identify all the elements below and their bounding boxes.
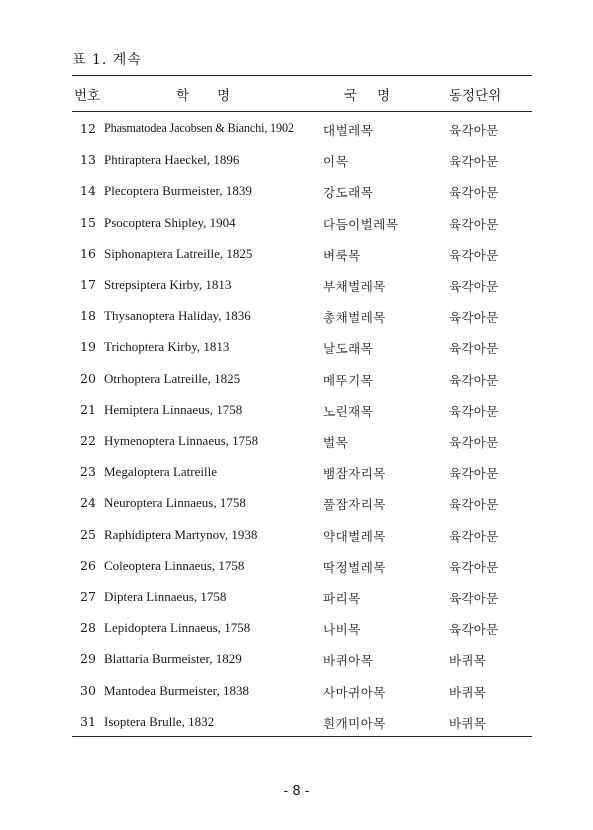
row-number: 12 xyxy=(80,121,96,136)
row-scientific-name: Trichoptera Kirby, 1813 xyxy=(104,339,230,355)
row-identification-unit: 육각아문 xyxy=(449,279,499,294)
table-row xyxy=(0,518,593,549)
row-identification-unit: 육각아문 xyxy=(449,591,499,606)
table-row xyxy=(0,705,593,736)
row-identification-unit: 육각아문 xyxy=(449,310,499,326)
table-row xyxy=(0,299,593,330)
row-korean-name: 흰개미아목 xyxy=(323,715,386,731)
row-korean-name: 약대벌레목 xyxy=(323,528,386,544)
row-korean-name: 바퀴아목 xyxy=(323,653,374,669)
table-row xyxy=(0,174,593,205)
row-identification-unit: 육각아문 xyxy=(449,559,499,575)
row-number: 23 xyxy=(80,464,96,480)
page-number: - 8 - xyxy=(283,784,310,799)
row-identification-unit: 육각아문 xyxy=(449,154,499,170)
row-scientific-name: Blattaria Burmeister, 1829 xyxy=(104,651,242,667)
row-identification-unit: 육각아문 xyxy=(449,403,499,419)
row-number: 30 xyxy=(80,682,96,698)
row-number: 19 xyxy=(80,339,96,355)
table-row xyxy=(0,674,593,705)
row-korean-name: 딱정벌레목 xyxy=(323,559,386,575)
table-row xyxy=(0,362,593,393)
table-row xyxy=(0,424,593,455)
row-korean-name: 사마귀아목 xyxy=(323,684,386,700)
row-korean-name: 부채벌레목 xyxy=(323,279,386,294)
row-scientific-name: Mantodea Burmeister, 1838 xyxy=(104,682,249,698)
row-korean-name: 노린재목 xyxy=(323,403,374,419)
table-bottom-rule xyxy=(72,736,532,737)
row-number: 31 xyxy=(80,713,96,729)
row-identification-unit: 육각아문 xyxy=(449,216,499,232)
row-korean-name: 메뚜기목 xyxy=(323,372,374,388)
row-number: 16 xyxy=(80,245,96,261)
row-scientific-name: Hymenoptera Linnaeus, 1758 xyxy=(104,433,259,448)
row-identification-unit: 육각아문 xyxy=(449,622,499,638)
row-korean-name: 날도래목 xyxy=(323,341,374,357)
table-row xyxy=(0,393,593,424)
row-number: 20 xyxy=(80,370,96,386)
table-row xyxy=(0,580,593,611)
row-korean-name: 뱀잠자리목 xyxy=(323,466,386,482)
row-identification-unit: 바퀴목 xyxy=(449,684,487,700)
row-scientific-name: Coleoptera Linnaeus, 1758 xyxy=(104,557,245,573)
row-number: 25 xyxy=(80,526,96,542)
row-scientific-name: Siphonaptera Latreille, 1825 xyxy=(104,245,253,261)
row-korean-name: 다듬이벌레목 xyxy=(323,216,399,232)
table-row xyxy=(0,112,593,143)
row-identification-unit: 바퀴목 xyxy=(449,653,487,669)
row-identification-unit: 육각아문 xyxy=(449,185,499,201)
row-korean-name: 총채벌레목 xyxy=(323,310,386,326)
row-number: 22 xyxy=(80,433,96,448)
row-number: 28 xyxy=(80,620,96,636)
table-caption: 표 1. 계속 xyxy=(72,52,142,68)
row-number: 21 xyxy=(80,401,96,417)
row-number: 27 xyxy=(80,589,96,604)
table-row xyxy=(0,486,593,517)
row-scientific-name: Lepidoptera Linnaeus, 1758 xyxy=(104,620,251,636)
row-korean-name: 이목 xyxy=(323,154,349,170)
header-korean-name: 국명 xyxy=(344,88,411,104)
row-scientific-name: Phtiraptera Haeckel, 1896 xyxy=(104,152,240,168)
row-scientific-name: Plecoptera Burmeister, 1839 xyxy=(104,183,252,199)
row-identification-unit: 육각아문 xyxy=(449,466,499,482)
row-korean-name: 강도래목 xyxy=(323,185,374,201)
row-scientific-name: Strepsiptera Kirby, 1813 xyxy=(104,277,232,292)
row-identification-unit: 육각아문 xyxy=(449,497,499,513)
header-number: 번호 xyxy=(74,88,101,104)
row-korean-name: 풀잠자리목 xyxy=(323,497,386,513)
row-identification-unit: 육각아문 xyxy=(449,435,499,450)
row-number: 29 xyxy=(80,651,96,667)
row-number: 13 xyxy=(80,152,96,168)
row-number: 15 xyxy=(80,214,96,230)
row-korean-name: 대벌레목 xyxy=(323,123,374,138)
row-number: 26 xyxy=(80,557,96,573)
row-scientific-name: Hemiptera Linnaeus, 1758 xyxy=(104,401,243,417)
row-scientific-name: Raphidiptera Martynov, 1938 xyxy=(104,526,258,542)
row-scientific-name: Psocoptera Shipley, 1904 xyxy=(104,214,236,230)
table-row xyxy=(0,455,593,486)
table-row xyxy=(0,143,593,174)
row-scientific-name: Neuroptera Linnaeus, 1758 xyxy=(104,495,246,511)
table-row xyxy=(0,549,593,580)
table-row xyxy=(0,642,593,673)
table-row xyxy=(0,237,593,268)
row-scientific-name: Isoptera Brulle, 1832 xyxy=(104,713,215,729)
row-scientific-name: Megaloptera Latreille xyxy=(104,464,217,480)
row-korean-name: 파리목 xyxy=(323,591,361,606)
table-row xyxy=(0,206,593,237)
table-top-rule xyxy=(72,75,532,76)
row-number: 17 xyxy=(80,277,96,292)
row-identification-unit: 육각아문 xyxy=(449,247,499,263)
row-korean-name: 나비목 xyxy=(323,622,361,638)
row-number: 18 xyxy=(80,308,96,324)
row-number: 24 xyxy=(80,495,96,511)
row-identification-unit: 육각아문 xyxy=(449,123,499,138)
row-scientific-name: Phasmatodea Jacobsen & Bianchi, 1902 xyxy=(104,121,294,135)
row-identification-unit: 바퀴목 xyxy=(449,715,487,731)
row-identification-unit: 육각아문 xyxy=(449,528,499,544)
table-row xyxy=(0,611,593,642)
row-scientific-name: Diptera Linnaeus, 1758 xyxy=(104,589,227,604)
row-scientific-name: Thysanoptera Haliday, 1836 xyxy=(104,308,251,324)
row-korean-name: 벌목 xyxy=(323,435,349,450)
table-row xyxy=(0,330,593,361)
table-row xyxy=(0,268,593,299)
row-identification-unit: 육각아문 xyxy=(449,341,499,357)
row-scientific-name: Otrhoptera Latreille, 1825 xyxy=(104,370,241,386)
row-identification-unit: 육각아문 xyxy=(449,372,499,388)
row-number: 14 xyxy=(80,183,96,199)
header-identification-unit: 동정단위 xyxy=(449,88,502,104)
header-scientific-name: 학명 xyxy=(176,88,259,104)
row-korean-name: 벼룩목 xyxy=(323,247,361,263)
